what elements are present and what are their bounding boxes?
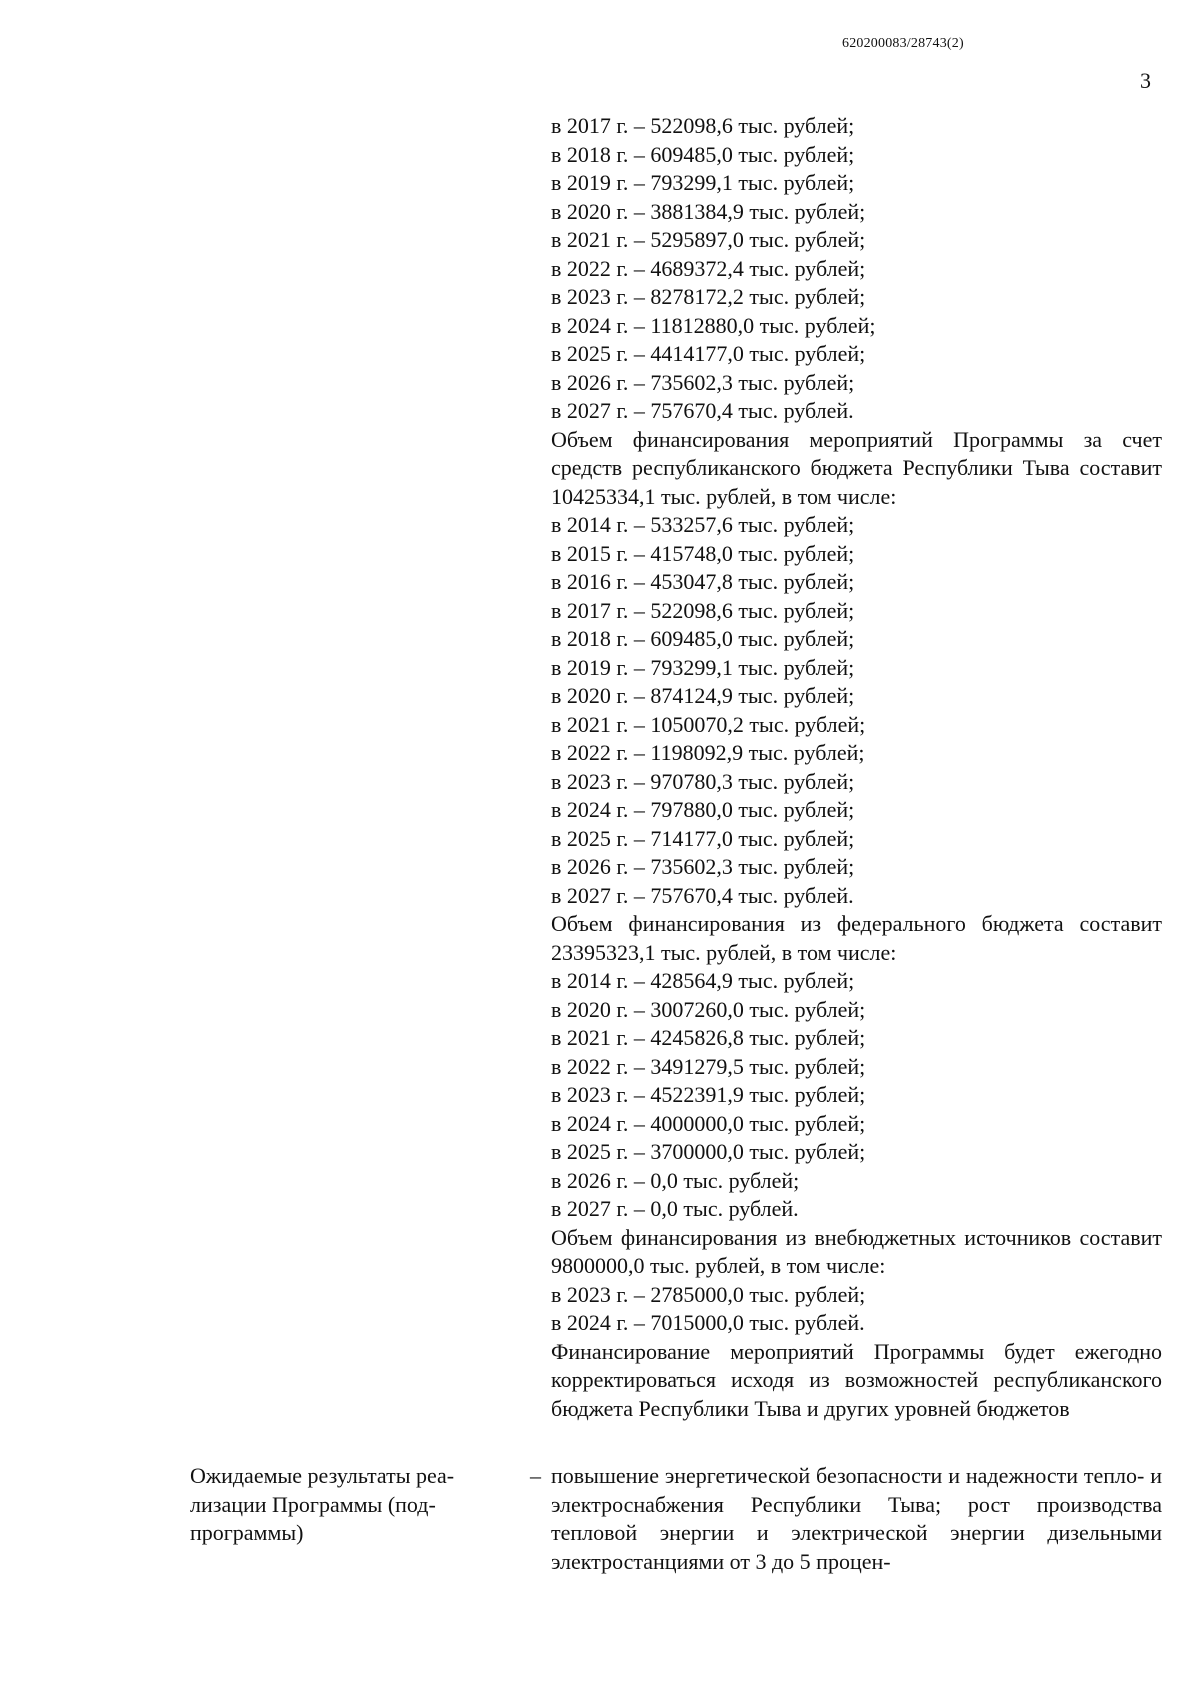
page-number: 3 (1140, 68, 1151, 93)
federal-budget-years (551, 967, 1162, 1224)
republic-year-line: в 2019 г. – 793299,1 тыс. рублей; (551, 654, 855, 680)
federal-year-line: в 2026 г. – 0,0 тыс. рублей; (551, 1167, 800, 1193)
republic-year-line: в 2026 г. – 735602,3 тыс. рублей; (551, 854, 855, 879)
republic-year-line: в 2014 г. – 533257,6 тыс. рублей; (551, 512, 855, 537)
total-year-line: в 2018 г. – 609485,0 тыс. рублей; (551, 141, 855, 167)
republic-budget-years (551, 511, 1162, 910)
total-year-line: в 2027 г. – 757670,4 тыс. рублей. (551, 398, 854, 423)
expected-results-dash: – (530, 1463, 541, 1488)
total-year-line: в 2024 г. – 11812880,0 тыс. рублей; (551, 312, 876, 338)
doc-id: 620200083/28743(2) (842, 36, 964, 51)
extra-budget-year-line: в 2024 г. – 7015000,0 тыс. рублей. (551, 1310, 865, 1335)
federal-year-line: в 2027 г. – 0,0 тыс. рублей. (551, 1196, 799, 1221)
total-year-line: в 2020 г. – 3881384,9 тыс. рублей; (551, 198, 866, 224)
total-year-line: в 2025 г. – 4414177,0 тыс. рублей; (551, 341, 866, 366)
total-year-line: в 2021 г. – 5295897,0 тыс. рублей; (551, 227, 866, 252)
financing-column (551, 112, 1162, 1423)
republic-year-line: в 2027 г. – 757670,4 тыс. рублей. (551, 882, 854, 908)
total-years-list (551, 112, 1162, 426)
federal-year-line: в 2024 г. – 4000000,0 тыс. рублей; (551, 1110, 866, 1136)
total-year-line: в 2022 г. – 4689372,4 тыс. рублей; (551, 255, 866, 281)
republic-year-line: в 2024 г. – 797880,0 тыс. рублей; (551, 797, 855, 822)
republic-budget-intro: Объем финансирования мероприятий Программы за счет средств республиканского бюджета Республики Тыва составит 10425334,1 тыс. рублей, в том числе: (551, 426, 1162, 509)
republic-year-line: в 2021 г. – 1050070,2 тыс. рублей; (551, 711, 866, 737)
extra-budget-year-line: в 2023 г. – 2785000,0 тыс. рублей; (551, 1281, 866, 1307)
total-year-line: в 2017 г. – 522098,6 тыс. рублей; (551, 113, 855, 138)
federal-year-line: в 2020 г. – 3007260,0 тыс. рублей; (551, 996, 866, 1022)
republic-year-line: в 2016 г. – 453047,8 тыс. рублей; (551, 569, 855, 594)
financing-note: Финансирование мероприятий Программы будет ежегодно корректироваться исходя из возможностей республиканского бюджета Республики Тыва и других уровней бюджетов (551, 1338, 1162, 1421)
republic-year-line: в 2023 г. – 970780,3 тыс. рублей; (551, 768, 855, 794)
expected-results-label: Ожидаемые результаты реализации Программы (подпрограммы) (190, 1463, 455, 1545)
total-year-line: в 2023 г. – 8278172,2 тыс. рублей; (551, 284, 866, 309)
republic-year-line: в 2022 г. – 1198092,9 тыс. рублей; (551, 740, 865, 765)
federal-year-line: в 2025 г. – 3700000,0 тыс. рублей; (551, 1139, 866, 1164)
federal-budget-intro: Объем финансирования из федерального бюджета составит 23395323,1 тыс. рублей, в том числе: (551, 911, 1162, 965)
federal-year-line: в 2023 г. – 4522391,9 тыс. рублей; (551, 1082, 866, 1107)
total-year-line: в 2019 г. – 793299,1 тыс. рублей; (551, 170, 855, 195)
republic-year-line: в 2025 г. – 714177,0 тыс. рублей; (551, 825, 855, 851)
extra-budget-intro: Объем финансирования из внебюджетных источников составит 9800000,0 тыс. рублей, в том числе: (551, 1224, 1162, 1278)
republic-year-line: в 2020 г. – 874124,9 тыс. рублей; (551, 683, 855, 708)
extra-budget-years (551, 1281, 1162, 1338)
republic-year-line: в 2017 г. – 522098,6 тыс. рублей; (551, 597, 855, 623)
federal-year-line: в 2021 г. – 4245826,8 тыс. рублей; (551, 1025, 866, 1050)
expected-results-text: повышение энергетической безопасности и надежности тепло- и электроснабжения Республики Тыва; рост производства тепловой энергии и электрической энергии дизельными электростанциями от 3 до 5 процен- (551, 1463, 1162, 1574)
republic-year-line: в 2018 г. – 609485,0 тыс. рублей; (551, 626, 855, 651)
total-year-line: в 2026 г. – 735602,3 тыс. рублей; (551, 369, 855, 395)
federal-year-line: в 2022 г. – 3491279,5 тыс. рублей; (551, 1053, 866, 1079)
republic-year-line: в 2015 г. – 415748,0 тыс. рублей; (551, 540, 855, 566)
federal-year-line: в 2014 г. – 428564,9 тыс. рублей; (551, 968, 855, 993)
